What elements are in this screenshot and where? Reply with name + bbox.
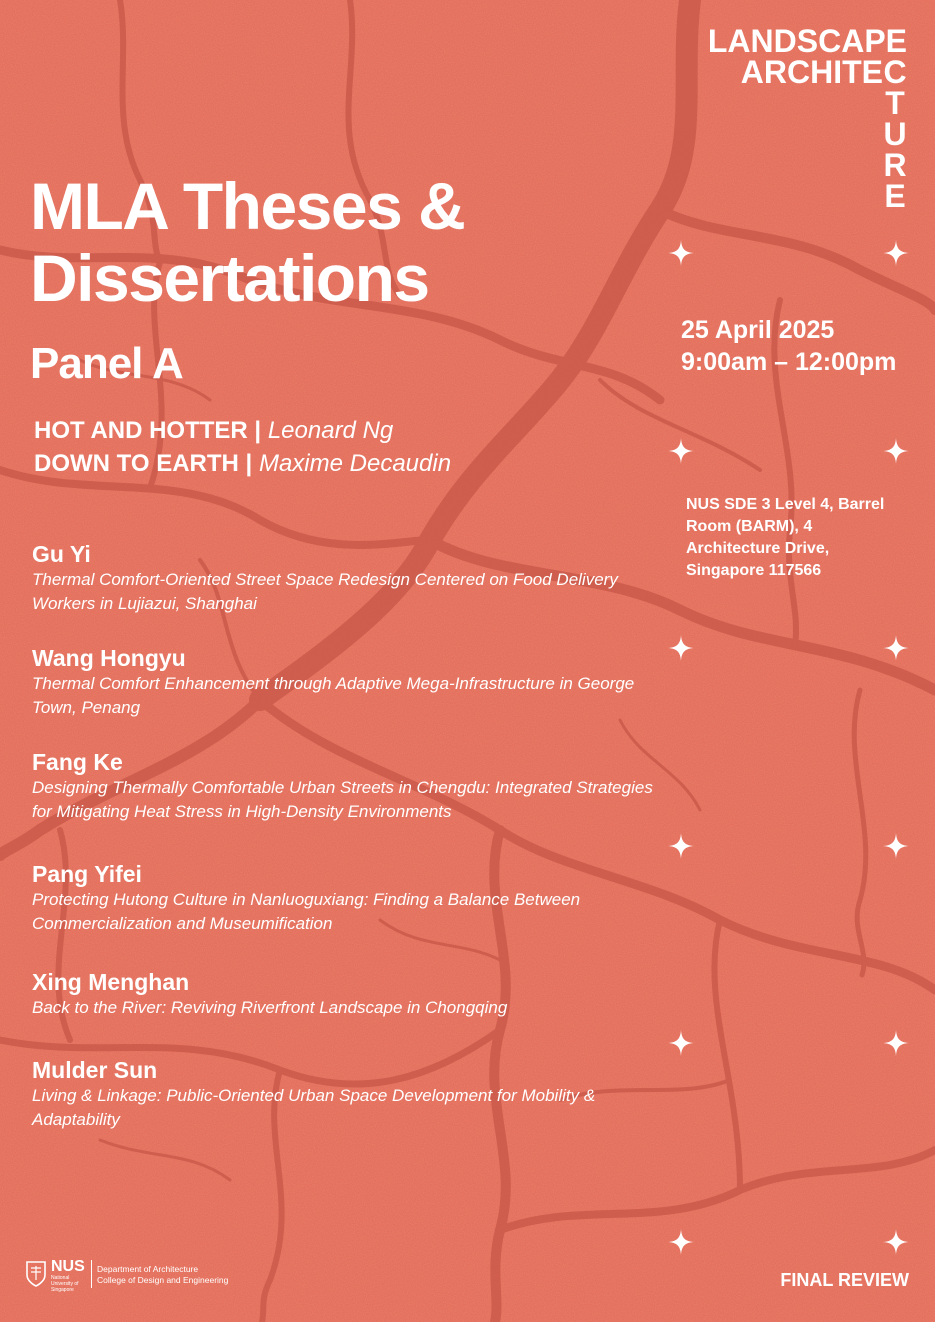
theme-lead: Maxime Decaudin [258,450,452,477]
theme-separator: | [238,450,259,477]
nus-logo-text: NUS [51,1258,85,1275]
presenter-entry [32,968,672,1020]
thesis-title: Protecting Hutong Culture in Nanluoguxiang: Finding a Balance Between Commercialization and Museumification [32,890,581,933]
event-time: 9:00am – 12:00pm [681,348,897,376]
sparkle-icon [668,833,694,859]
presenter-entry [32,748,672,824]
wordmark-letter: U [883,116,907,152]
thesis-title: Back to the River: Reviving Riverfront Landscape in Chongqing [32,998,508,1017]
thesis-title: Designing Thermally Comfortable Urban Streets in Chengdu: Integrated Strategies for Mitigating Heat Stress in High-Density Environments [32,778,653,821]
thesis-title: Thermal Comfort Enhancement through Adaptive Mega-Infrastructure in George Town, Penang [32,674,635,717]
thesis-title: Thermal Comfort-Oriented Street Space Redesign Centered on Food Delivery Workers in Lujiazui, Shanghai [32,570,618,613]
presenter-name: Mulder Sun [32,1057,158,1083]
department-line-1: Department of Architecture [97,1264,199,1274]
sparkle-icon [883,833,909,859]
nus-logo-subtext: National University of Singapore [51,1275,79,1293]
sparkle-icon [883,635,909,661]
presenter-name: Gu Yi [32,541,91,567]
theme-name: DOWN TO EARTH [34,450,239,477]
theme-separator: | [247,417,268,444]
poster-title-line-1: MLA Theses & [30,169,465,243]
wordmark-vertical-letters [883,54,907,214]
department-name [97,1264,228,1286]
sparkle-icon [883,1030,909,1056]
sparkle-icon [668,635,694,661]
sparkle-icon [668,1030,694,1056]
theme-list [34,414,451,480]
thesis-title: Living & Linkage: Public-Oriented Urban Space Development for Mobility & Adaptability [32,1086,596,1129]
sparkle-icon [883,438,909,464]
nus-crest-icon [25,1260,47,1288]
theme-name: HOT AND HOTTER [34,417,248,444]
sparkle-icon [883,1229,909,1255]
presenter-entry [32,644,672,720]
sparkle-icon [668,1229,694,1255]
sparkle-icon [668,438,694,464]
poster-title-line-2: Dissertations [30,241,429,315]
event-venue: NUS SDE 3 Level 4, Barrel Room (BARM), 4 Architecture Drive, Singapore 117566 [686,496,885,579]
final-review-label: FINAL REVIEW [780,1270,909,1290]
wordmark-letter: T [885,85,905,121]
presenter-name: Fang Ke [32,749,123,775]
theme-row [34,414,451,447]
presenter-entry [32,540,672,616]
wordmark-letter: E [884,178,906,214]
theme-row [34,447,451,480]
event-date: 25 April 2025 [681,316,835,344]
presenter-entry [32,860,612,936]
wordmark-letter: C [883,54,907,90]
wordmark-line-2: ARCHITE [740,54,883,90]
poster-title [30,170,464,314]
panel-label: Panel A [30,339,183,388]
nus-department-logo [25,1258,265,1292]
landscape-architecture-wordmark [677,23,907,226]
theme-lead: Leonard Ng [267,417,394,444]
presenter-entry [32,1056,672,1132]
sparkle-icon [668,240,694,266]
sparkle-icon [883,240,909,266]
presenter-name: Pang Yifei [32,861,142,887]
wordmark-line-1: LANDSCAPE [707,23,907,59]
presenter-name: Wang Hongyu [32,645,186,671]
wordmark-letter: R [883,147,907,183]
logo-divider [91,1260,92,1288]
presenter-name: Xing Menghan [32,969,190,995]
event-datetime [681,314,896,378]
department-line-2: College of Design and Engineering [97,1275,229,1285]
